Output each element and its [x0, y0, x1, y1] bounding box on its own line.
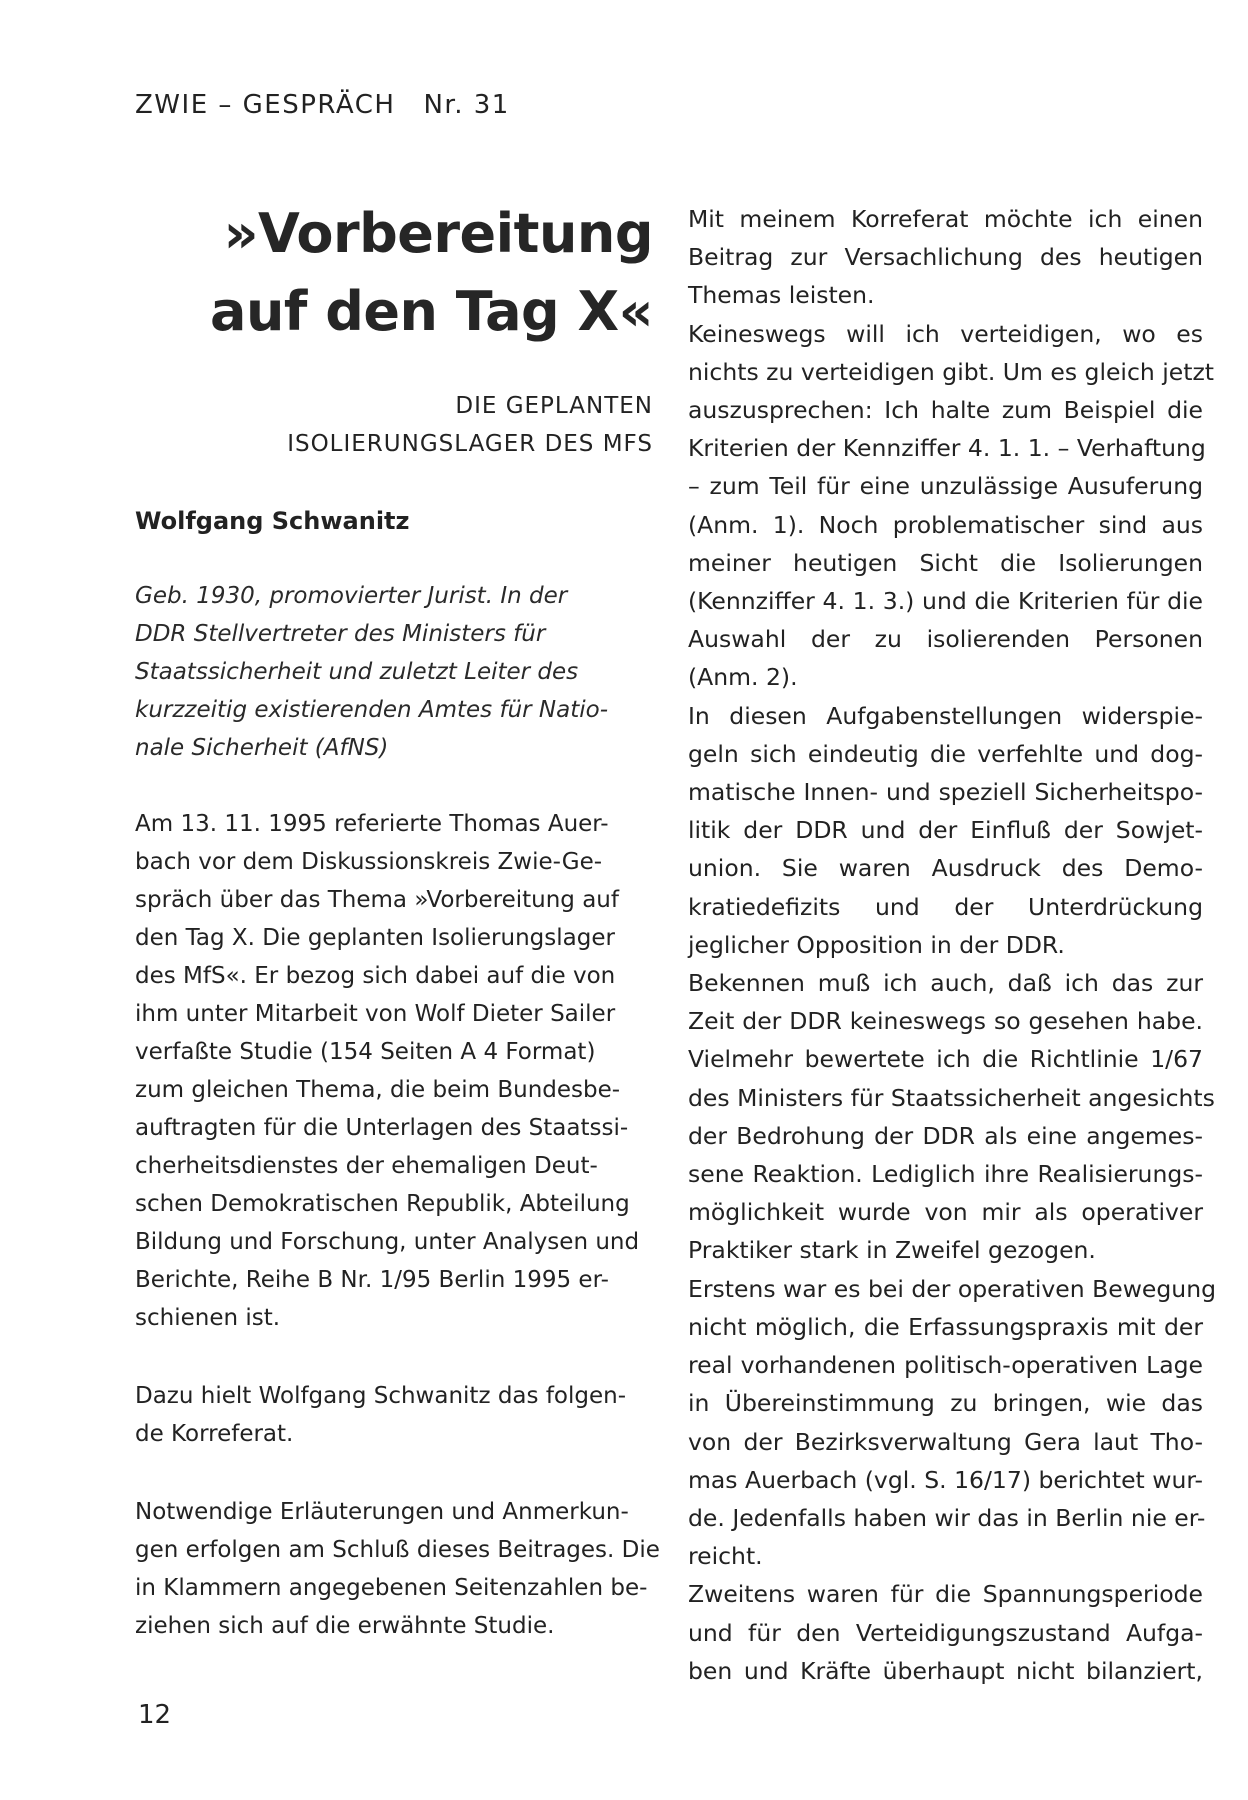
text-line: Notwendige Erläuterungen und Anmerkun- [135, 1499, 629, 1525]
text-line: ben und Kräfte überhaupt nicht bilanziert, [688, 1656, 1203, 1685]
subtitle-line: DIE GEPLANTEN [455, 393, 653, 419]
text-line: nichts zu verteidigen gibt. Um es gleich jetzt [688, 357, 1214, 386]
series-title: ZWIE – GESPRÄCH [135, 90, 396, 120]
text-line: gen erfolgen am Schluß dieses Beitrages. Die [135, 1537, 660, 1563]
running-head [135, 90, 510, 120]
text-line: reicht. [688, 1542, 763, 1571]
body-paragraph [688, 200, 1203, 315]
text-line: verfaßte Studie (154 Seiten A 4 Format) [135, 1039, 596, 1065]
text-line: bach vor dem Diskussionskreis Zwie-Ge- [135, 849, 603, 875]
body-paragraph [688, 697, 1203, 964]
text-line: Zweitens waren für die Spannungsperiode [688, 1580, 1203, 1609]
text-line: Themas leisten. [688, 281, 875, 310]
body-paragraph [688, 964, 1215, 1270]
text-line: union. Sie waren Ausdruck des Demo- [688, 854, 1203, 883]
text-line: Bildung und Forschung, unter Analysen und [135, 1229, 640, 1255]
text-line: cherheitsdienstes der ehemaligen Deut- [135, 1153, 598, 1179]
text-line: von der Bezirksverwaltung Gera laut Tho- [688, 1427, 1203, 1456]
text-line: litik der DDR und der Einfluß der Sowjet- [688, 816, 1203, 845]
bio-line: DDR Stellvertreter des Ministers für [135, 621, 546, 647]
body-paragraph [688, 1270, 1217, 1576]
issue-number: Nr. 31 [423, 90, 510, 120]
text-line: jeglicher Opposition in der DDR. [688, 930, 1065, 959]
bio-line: kurzzeitig existierenden Amtes für Natio- [135, 697, 608, 723]
intro-paragraph [135, 805, 653, 1337]
text-line: (Kennziffer 4. 1. 3.) und die Kriterien für die [688, 587, 1203, 616]
title-line: auf den Tag X« [210, 280, 653, 343]
text-line: (Anm. 1). Noch problematischer sind aus [688, 510, 1203, 539]
text-line: Kriterien der Kennziffer 4. 1. 1. – Verhaftung [688, 434, 1206, 463]
text-line: – zum Teil für eine unzulässige Ausuferung [688, 472, 1203, 501]
text-line: kratiedefizits und der Unterdrückung [688, 892, 1203, 921]
author-name: Wolfgang Schwanitz [135, 507, 410, 535]
text-line: zum gleichen Thema, die beim Bundesbe- [135, 1077, 621, 1103]
text-line: mas Auerbach (vgl. S. 16/17) berichtet wur- [688, 1465, 1203, 1494]
text-line: Keineswegs will ich verteidigen, wo es [688, 319, 1203, 348]
text-line: geln sich eindeutig die verfehlte und dog- [688, 739, 1203, 768]
bio-line: Geb. 1930, promovierter Jurist. In der [135, 583, 568, 609]
text-line: Dazu hielt Wolfgang Schwanitz das folgen- [135, 1383, 627, 1409]
text-line: möglichkeit wurde von mir als operativer [688, 1198, 1203, 1227]
body-paragraph [688, 315, 1214, 697]
text-line: ziehen sich auf die erwähnte Studie. [135, 1613, 555, 1639]
text-line: den Tag X. Die geplanten Isolierungslager [135, 925, 615, 951]
text-line: und für den Verteidigungszustand Aufga- [688, 1618, 1203, 1647]
text-line: Beitrag zur Versachlichung des heutigen [688, 243, 1203, 272]
text-line: Berichte, Reihe B Nr. 1/95 Berlin 1995 er- [135, 1267, 609, 1293]
text-line: schienen ist. [135, 1305, 281, 1331]
text-line: schen Demokratischen Republik, Abteilung [135, 1191, 630, 1217]
text-line: real vorhandenen politisch-operativen Lage [688, 1351, 1203, 1380]
left-column [135, 195, 660, 1645]
page-number: 12 [138, 1700, 172, 1730]
text-line: Mit meinem Korreferat möchte ich einen [688, 205, 1203, 233]
text-line: de Korreferat. [135, 1421, 294, 1447]
text-line: meiner heutigen Sicht die Isolierungen [688, 548, 1203, 577]
text-line: Zeit der DDR keineswegs so gesehen habe. [688, 1007, 1203, 1036]
text-line: in Klammern angegebenen Seitenzahlen be- [135, 1575, 648, 1601]
text-line: matische Innen- und speziell Sicherheitspo- [688, 778, 1203, 807]
text-line: auszusprechen: Ich halte zum Beispiel die [688, 396, 1203, 425]
intro-paragraph [135, 1493, 660, 1645]
text-line: des Ministers für Staatssicherheit angesichts [688, 1083, 1215, 1112]
author-bio [135, 577, 653, 767]
text-line: der Bedrohung der DDR als eine angemes- [688, 1121, 1203, 1150]
bio-line: nale Sicherheit (AfNS) [135, 735, 389, 761]
article-subtitle [135, 387, 653, 463]
text-line: Auswahl der zu isolierenden Personen [688, 625, 1203, 654]
article-title [135, 195, 653, 351]
text-line: Am 13. 11. 1995 referierte Thomas Auer- [135, 811, 609, 837]
text-line: Vielmehr bewertete ich die Richtlinie 1/67 [688, 1045, 1203, 1074]
text-line: ihm unter Mitarbeit von Wolf Dieter Sailer [135, 1001, 616, 1027]
text-line: des MfS«. Er bezog sich dabei auf die von [135, 963, 616, 989]
subtitle-line: ISOLIERUNGSLAGER DES MFS [287, 431, 653, 457]
title-line: »Vorbereitung [223, 202, 653, 265]
text-line: sene Reaktion. Lediglich ihre Realisierungs- [688, 1160, 1203, 1189]
text-line: auftragten für die Unterlagen des Staatssi- [135, 1115, 629, 1141]
text-line: Bekennen muß ich auch, daß ich das zur [688, 969, 1203, 998]
right-column [688, 200, 1217, 1690]
text-line: de. Jedenfalls haben wir das in Berlin nie er- [688, 1503, 1206, 1532]
text-line: Erstens war es bei der operativen Bewegung [688, 1274, 1217, 1303]
text-line: (Anm. 2). [688, 663, 798, 692]
intro-paragraph [135, 1377, 653, 1453]
text-line: nicht möglich, die Erfassungspraxis mit der [688, 1312, 1203, 1341]
bio-line: Staatssicherheit und zuletzt Leiter des [135, 659, 579, 685]
text-line: spräch über das Thema »Vorbereitung auf [135, 887, 619, 913]
text-line: In diesen Aufgabenstellungen widerspie- [688, 701, 1203, 730]
text-line: in Übereinstimmung zu bringen, wie das [688, 1389, 1203, 1418]
text-line: Praktiker stark in Zweifel gezogen. [688, 1236, 1096, 1265]
body-paragraph [688, 1575, 1203, 1690]
